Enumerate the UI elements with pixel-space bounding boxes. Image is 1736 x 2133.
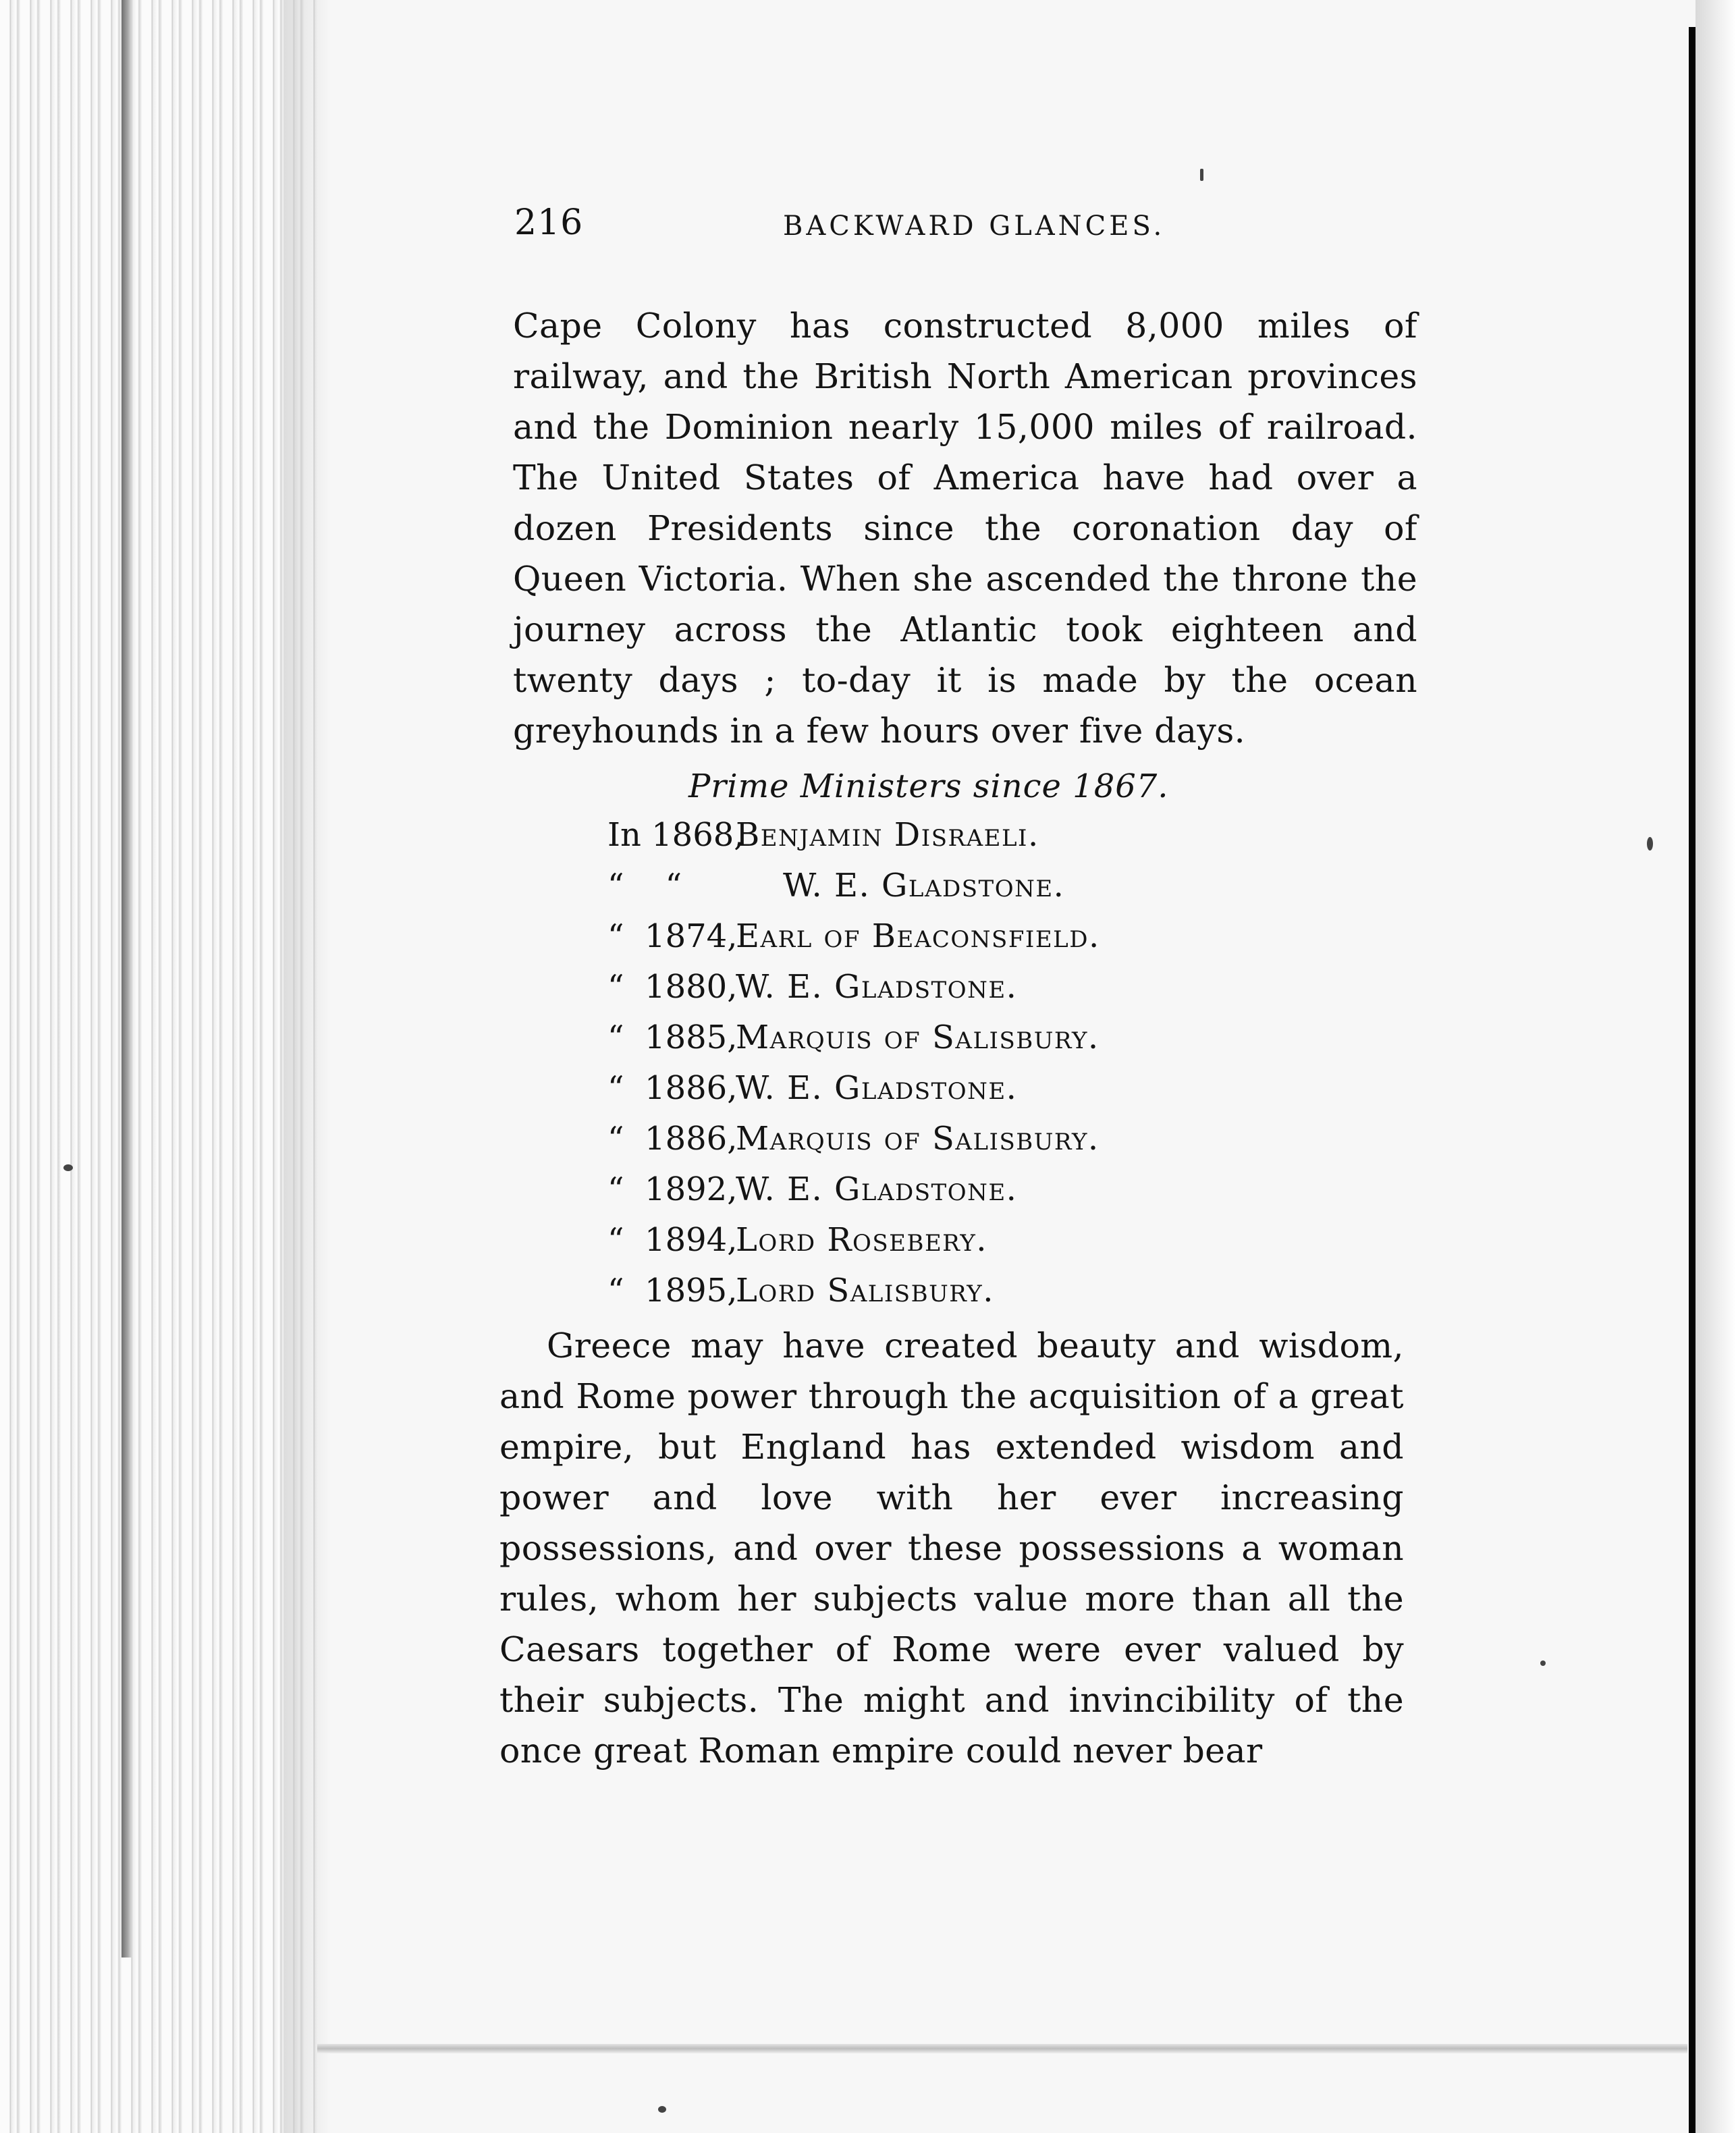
prime-ministers-heading: Prime Ministers since 1867. xyxy=(688,767,1169,805)
list-item-name: Marquis of Salisbury. xyxy=(736,1019,1100,1056)
page-number: 216 xyxy=(514,202,584,243)
list-item xyxy=(607,861,1417,911)
scan-speck xyxy=(658,2106,666,2113)
list-item xyxy=(607,1063,1417,1114)
list-item-name: Lord Rosebery. xyxy=(736,1221,988,1259)
running-title: BACKWARD GLANCES. xyxy=(783,211,1166,242)
paragraph-railways: Cape Colony has constructed 8,000 miles of railway, and the British North American provinces and the Dominion nearly 15,000 miles of railroad. The United States of America have had over a dozen Presidents since the coronation day of Queen Victoria. When she ascended the throne the journey across the Atlantic took eighteen and twenty days ; to-day it is made by the ocean greyhounds in a few hours over five days. xyxy=(513,306,1417,751)
facing-page-gutter xyxy=(1689,27,1696,2133)
list-item-year: In 1868, xyxy=(607,816,744,854)
list-item-year: “ 1880, xyxy=(607,968,738,1006)
list-item-name: W. E. Gladstone. xyxy=(736,1170,1018,1208)
page-text-block xyxy=(499,202,1417,1776)
running-head xyxy=(513,202,1417,256)
list-item-name: Lord Salisbury. xyxy=(736,1272,994,1310)
list-item-year: “ 1886, xyxy=(607,1069,738,1107)
list-item xyxy=(607,810,1417,861)
paragraph-greece-rome: Greece may have created beauty and wisdom, and Rome power through the acquisition of a great empire, but England has extended wisdom and power and love with her ever increasing possessions, and over these possessions a woman rules, whom her subjects value more than all the Caesars together of Rome were ever valued by their subjects. The might and invincibility of the once great Roman empire could never bear xyxy=(499,1326,1404,1771)
scan-speck xyxy=(1647,837,1653,850)
list-item-year: “ 1895, xyxy=(607,1272,738,1310)
page-edge-shadow xyxy=(121,0,132,1958)
book-page-edges xyxy=(0,0,317,2133)
list-item-year: “ 1892, xyxy=(607,1170,738,1208)
list-item-name: Benjamin Disraeli. xyxy=(736,816,1039,854)
list-item-year: “ 1886, xyxy=(607,1120,738,1158)
list-item-year: “ 1894, xyxy=(607,1221,738,1259)
list-item xyxy=(607,1164,1417,1215)
list-item xyxy=(607,1013,1417,1063)
page-edge-gradient xyxy=(283,0,331,2133)
list-item-name: W. E. Gladstone. xyxy=(783,867,1065,905)
scan-speck xyxy=(1200,169,1203,181)
facing-page-strip xyxy=(1696,0,1736,2133)
list-item-year: “ 1874, xyxy=(607,917,738,955)
list-item-name: W. E. Gladstone. xyxy=(736,968,1018,1006)
list-item xyxy=(607,911,1417,962)
list-item-year: “ 1885, xyxy=(607,1019,738,1056)
page-bottom-edge xyxy=(317,2044,1687,2053)
list-item xyxy=(607,962,1417,1013)
list-item-year: “ “ xyxy=(607,867,682,905)
list-item-name: W. E. Gladstone. xyxy=(736,1069,1018,1107)
list-item xyxy=(607,1215,1417,1266)
prime-ministers-list xyxy=(607,810,1417,1316)
list-item-name: Earl of Beaconsfield. xyxy=(736,917,1100,955)
list-item xyxy=(607,1266,1417,1316)
list-item-name: Marquis of Salisbury. xyxy=(736,1120,1100,1158)
scan-speck xyxy=(1540,1660,1546,1666)
list-item xyxy=(607,1114,1417,1164)
scan-speck xyxy=(63,1164,73,1171)
